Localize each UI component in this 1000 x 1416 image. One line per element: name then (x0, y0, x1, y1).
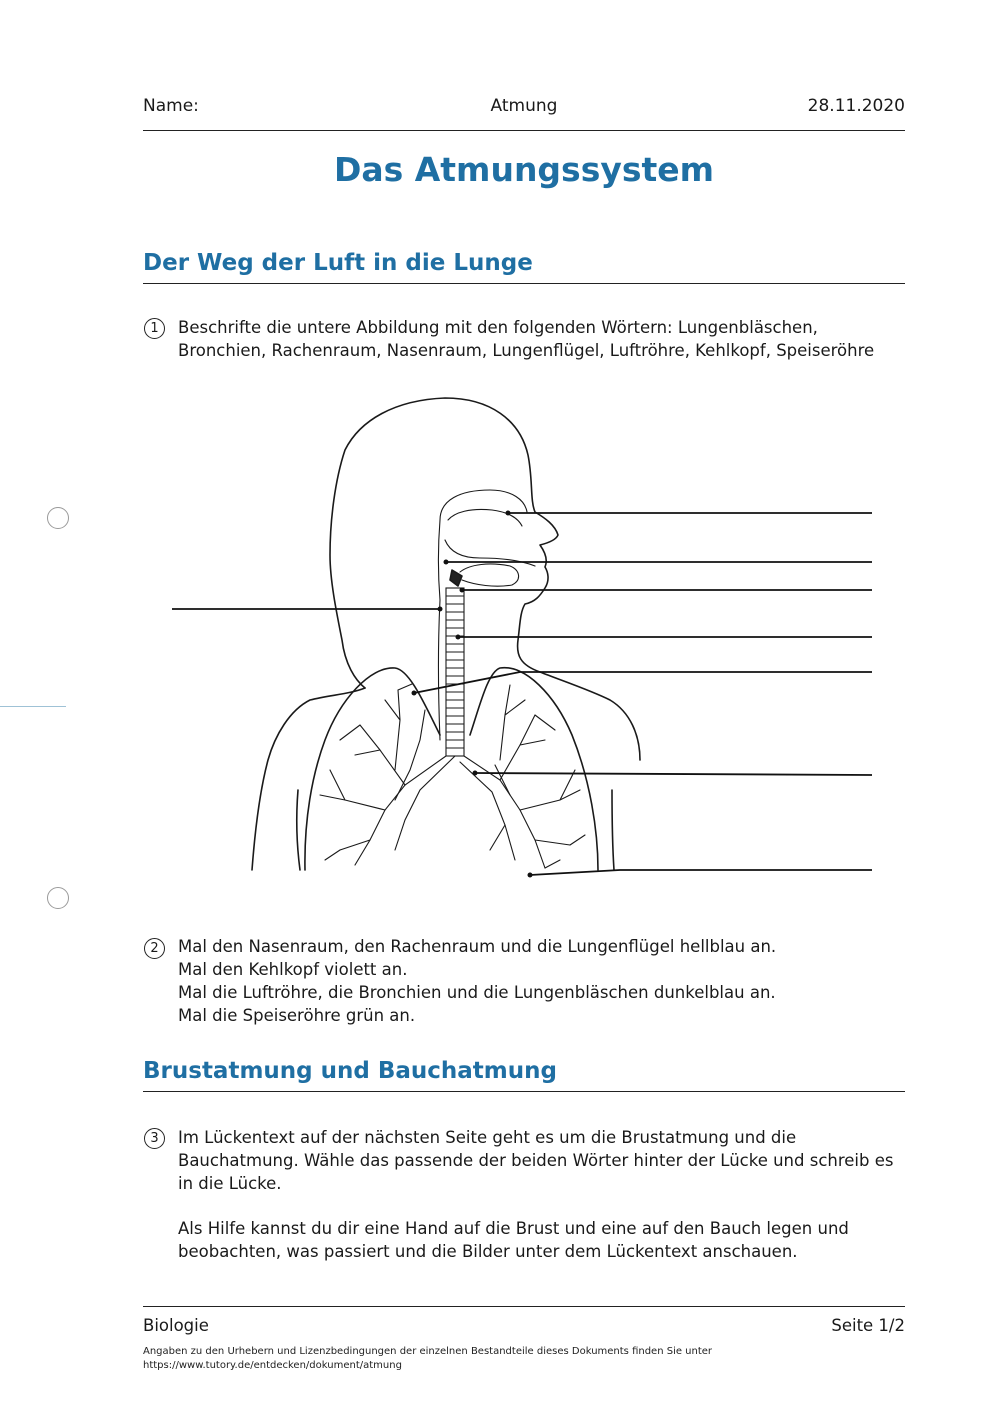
label-line-8 (530, 870, 872, 875)
header-topic: Atmung (490, 96, 558, 116)
footer-page-number: Seite 1/2 (831, 1316, 905, 1335)
task-1-line-2: Bronchien, Rachenraum, Nasenraum, Lungenflügel, Luftröhre, Kehlkopf, Speiseröhre (178, 341, 875, 360)
task-3-line-5: beobachten, was passiert und die Bilder unter dem Lückentext anschauen. (178, 1242, 798, 1261)
head-outline (330, 398, 558, 688)
esophagus-outline (439, 600, 441, 740)
section-heading-air-path: Der Weg der Luft in die Lunge (143, 250, 533, 276)
task-2-line-2: Mal den Kehlkopf violett an. (178, 960, 408, 979)
task-3-line-3: in die Lücke. (178, 1174, 282, 1193)
left-main-bronchus-inner (395, 756, 455, 850)
right-main-bronchus-inner (460, 762, 515, 860)
header-date: 28.11.2020 (807, 96, 905, 116)
trachea-rings (446, 596, 464, 748)
name-label: Name: (143, 96, 199, 116)
label-line-7 (475, 773, 872, 775)
task-3-line-2: Bauchatmung. Wähle das passende der beiden Wörter hinter der Lücke und schreib es (178, 1151, 894, 1170)
left-shoulder-outline (252, 688, 365, 870)
right-shoulder-outline (540, 672, 640, 760)
task-3-paragraph-2 (178, 1217, 898, 1263)
task-3-line-1: Im Lückentext auf der nächsten Seite geht es um die Brustatmung und die (178, 1128, 797, 1147)
label-pointers (172, 511, 872, 878)
footer-rule (143, 1306, 905, 1307)
nasal-oral-cavity (439, 490, 536, 600)
task-number-3: 3 (144, 1128, 165, 1149)
footer-subject: Biologie (143, 1316, 209, 1335)
footer-attribution-line-1: Angaben zu den Urhebern und Lizenzbedingungen der einzelnen Bestandteile dieses Dokuments finden Sie unter (143, 1346, 713, 1357)
left-arm-outline (297, 790, 300, 870)
left-lung-outline (305, 668, 440, 870)
task-3-paragraph-1 (178, 1126, 898, 1195)
footer-attribution-link[interactable]: https://www.tutory.de/entdecken/dokument/atmung (143, 1360, 402, 1371)
task-number-1: 1 (144, 318, 165, 339)
task-number-2: 2 (144, 938, 165, 959)
trachea-outline (446, 588, 464, 756)
section-rule-2 (143, 1091, 905, 1092)
section-heading-breathing-types: Brustatmung und Bauchatmung (143, 1058, 557, 1084)
label-line-6 (414, 672, 872, 693)
task-2-line-4: Mal die Speiseröhre grün an. (178, 1006, 416, 1025)
esophagus-and-trachea (439, 588, 465, 756)
pharynx-back (439, 520, 441, 600)
right-lung (460, 668, 598, 870)
task-2-line-1: Mal den Nasenraum, den Rachenraum und die Lungenflügel hellblau an. (178, 937, 777, 956)
page-title: Das Atmungssystem (333, 150, 715, 189)
right-arm-outline (612, 790, 614, 870)
task-2-line-3: Mal die Luftröhre, die Bronchien und die Lungenbläschen dunkelblau an. (178, 983, 776, 1002)
task-3-line-4: Als Hilfe kannst du dir eine Hand auf die Brust und eine auf den Bauch legen und (178, 1219, 849, 1238)
tongue-outline (460, 564, 519, 586)
left-lung (305, 668, 455, 870)
task-1-line-1: Beschrifte die untere Abbildung mit den folgenden Wörtern: Lungenbläschen, (178, 318, 818, 337)
nasal-cavity-inner (448, 509, 522, 526)
left-main-bronchus (355, 756, 446, 865)
task-2-text (178, 935, 898, 1027)
right-bronchioles (490, 685, 585, 868)
left-bronchioles (320, 684, 425, 860)
